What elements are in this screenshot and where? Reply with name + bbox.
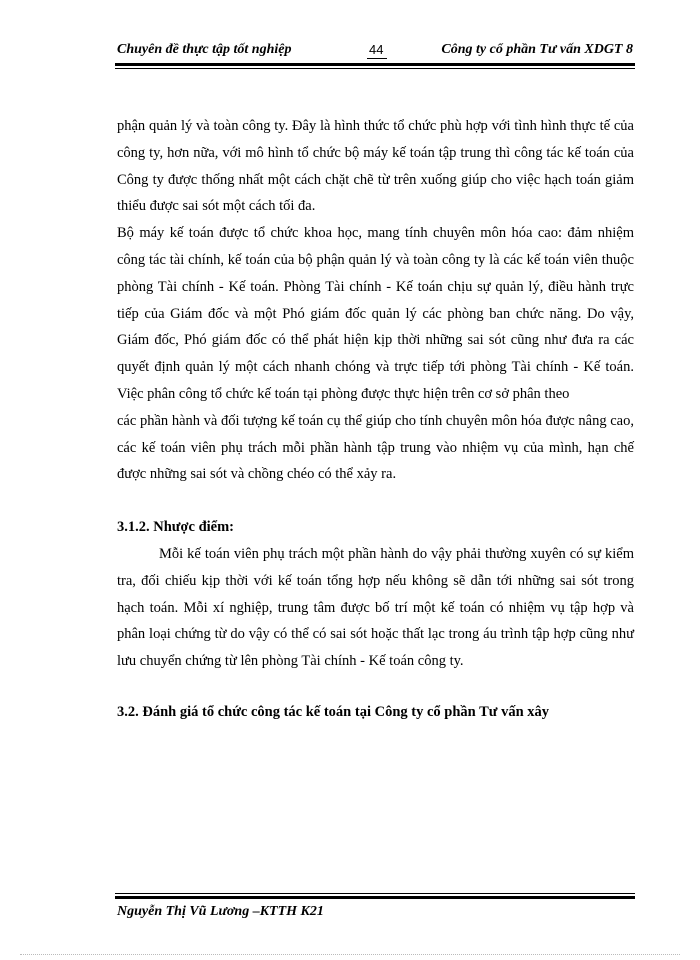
page-number: 44 — [369, 42, 384, 57]
page-number-underline — [367, 58, 387, 59]
page-header — [115, 40, 635, 62]
footer-rule-thin — [115, 893, 635, 894]
header-rule-thin — [115, 68, 635, 69]
paragraph: Bộ máy kế toán được tổ chức khoa học, mang tính chuyên môn hóa cao: đảm nhiệm công tác tài chính, kế toán của bộ phận quản lý và toàn công ty là các kế toán viên thuộc phòng Tài chính - Kế toán. Phòng Tài chính - Kế toán chịu sự quản lý, điều hành trực tiếp của Giám đốc và một Phó giám đốc quản lý các phòng ban chức năng. Do vậy, Giám đốc, Phó giám đốc có thể phát hiện kịp thời những sai sót cũng như đưa ra các quyết định quản lý một cách nhanh chóng và trực tiếp tới phòng Tài chính - Kế toán. Việc phân công tổ chức kế toán tại phòng được thực hiện trên cơ sở phân theo — [117, 225, 634, 402]
section-heading: 3.2. Đánh giá tổ chức công tác kế toán tại Công ty cổ phần Tư vấn xây — [117, 703, 550, 720]
header-company-name: Công ty cổ phần Tư vấn XDGT 8 — [441, 42, 633, 57]
page-edge-divider — [20, 954, 680, 955]
footer-rule-thick — [115, 896, 635, 899]
body-text — [117, 113, 634, 726]
paragraph: phận quản lý và toàn công ty. Đây là hình thức tổ chức phù hợp với tình hình thực tế của công ty, hơn nữa, với mô hình tổ chức bộ máy kế toán tập trung thì công tác kế toán của Công ty được thống nhất một cách chặt chẽ từ trên xuống giúp cho việc hạch toán giảm thiểu được sai sót một cách tối đa. — [117, 118, 634, 215]
section-heading: 3.1.2. Nhược điểm: — [117, 519, 235, 536]
paragraph: Mỗi kế toán viên phụ trách một phần hành do vậy phải thường xuyên có sự kiểm tra, đối chiếu kịp thời với kế toán tổng hợp nếu không sẽ dẫn tới những sai sót trong hạch toán. Mỗi xí nghiệp, trung tâm được bố trí một kế toán có nhiệm vụ tập hợp và phân loại chứng từ do vậy có thể có sai sót hoặc thất lạc trong áu trình tập hợp cũng như lưu chuyển chứng từ lên phòng Tài chính - Kế toán công ty. — [117, 545, 634, 670]
header-rule-thick — [115, 63, 635, 66]
header-document-title: Chuyên đề thực tập tốt nghiệp — [117, 42, 292, 57]
page-footer: Nguyễn Thị Vũ Lương –KTTH K21 — [117, 904, 324, 919]
paragraph: các phần hành và đối tượng kế toán cụ thể giúp cho tính chuyên môn hóa được nâng cao, các kế toán viên phụ trách mỗi phần hành tập trung vào nhiệm vụ của mình, hạn chế được những sai sót và chồng chéo có thể xảy ra. — [117, 412, 634, 483]
